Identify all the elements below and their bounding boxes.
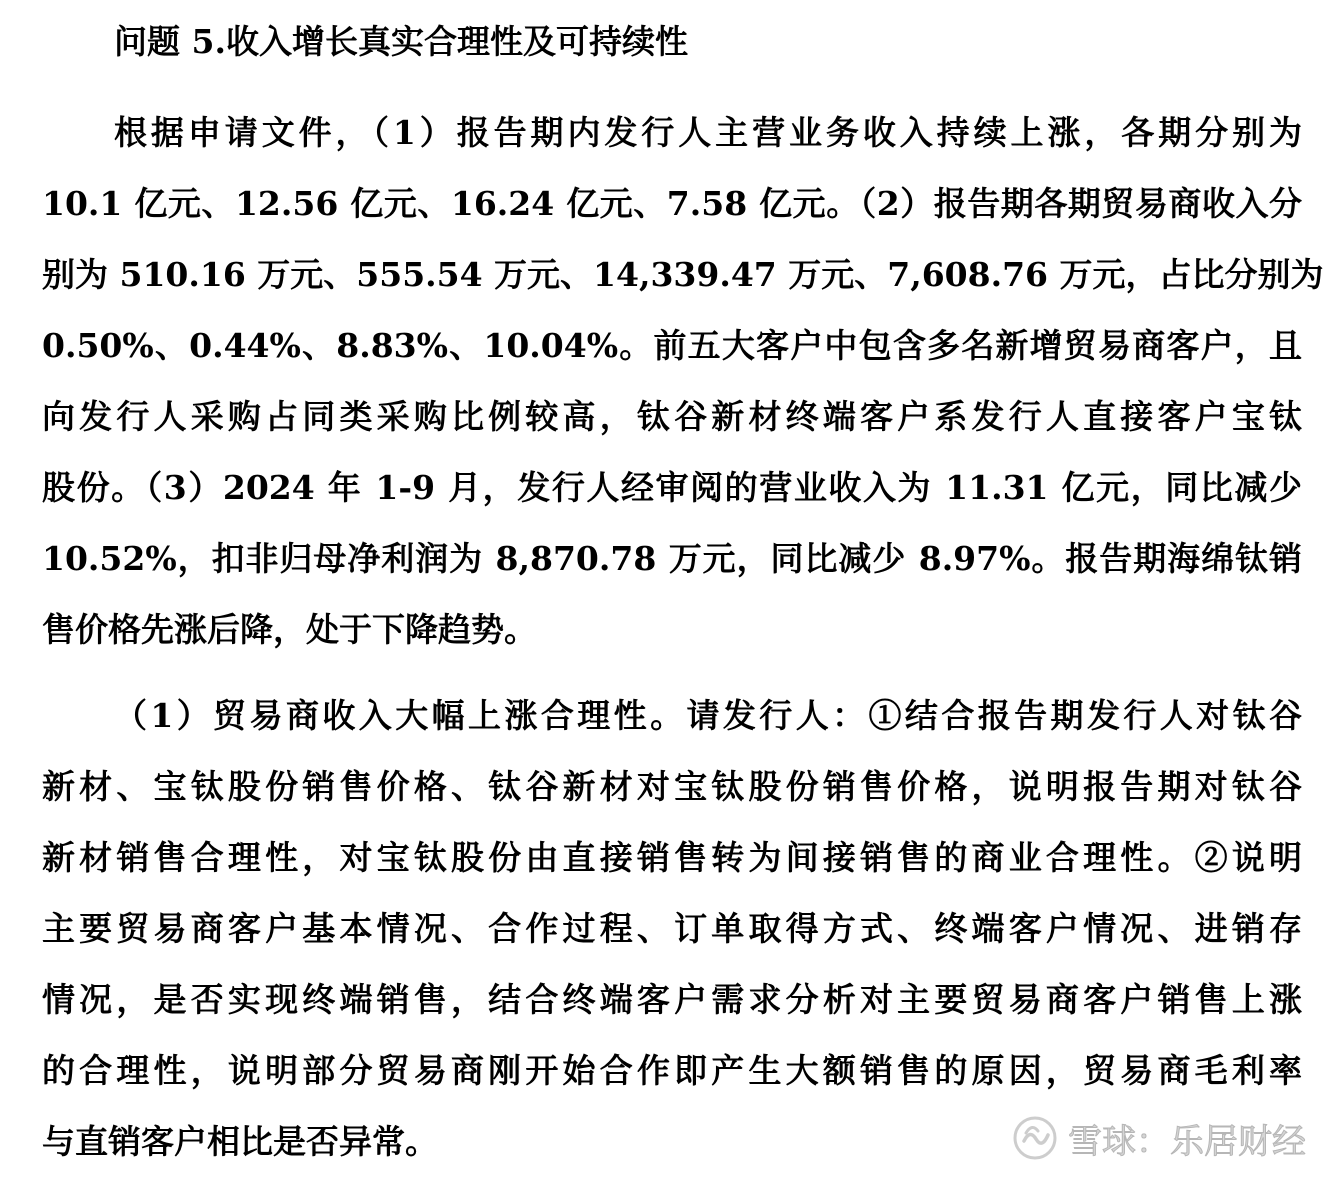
text-line: 向发行人采购占同类采购比例较高，钛谷新材终端客户系发行人直接客户宝钛 bbox=[42, 397, 1302, 436]
text-line: 主要贸易商客户基本情况、合作过程、订单取得方式、终端客户情况、进销存 bbox=[42, 909, 1302, 948]
paragraph-request bbox=[42, 680, 1302, 1177]
text-line: 别为 510.16 万元、555.54 万元、14,339.47 万元、7,608.76 万元，占比分别为 bbox=[42, 255, 1324, 294]
watermark-text: 雪球：乐居财经 bbox=[1068, 1121, 1306, 1162]
text-line: 10.1 亿元、12.56 亿元、16.24 亿元、7.58 亿元。（2）报告期各期贸易商收入分 bbox=[42, 184, 1302, 223]
text-line: （1）贸易商收入大幅上涨合理性。请发行人：①结合报告期发行人对钛谷 bbox=[114, 696, 1302, 735]
text-line: 新材销售合理性，对宝钛股份由直接销售转为间接销售的商业合理性。②说明 bbox=[42, 838, 1302, 877]
xueqiu-logo-icon bbox=[1012, 1115, 1058, 1161]
question-title: 问题 5.收入增长真实合理性及可持续性 bbox=[114, 22, 688, 61]
paragraph-background bbox=[42, 97, 1324, 665]
text-line: 情况，是否实现终端销售，结合终端客户需求分析对主要贸易商客户销售上涨 bbox=[42, 980, 1302, 1019]
text-line: 售价格先涨后降，处于下降趋势。 bbox=[42, 610, 537, 649]
text-line: 0.50%、0.44%、8.83%、10.04%。前五大客户中包含多名新增贸易商客户，且 bbox=[42, 326, 1302, 365]
text-line: 股份。（3）2024 年 1-9 月，发行人经审阅的营业收入为 11.31 亿元，同比减少 bbox=[42, 468, 1302, 507]
text-line: 根据申请文件，（1）报告期内发行人主营业务收入持续上涨，各期分别为 bbox=[114, 113, 1302, 152]
text-line: 新材、宝钛股份销售价格、钛谷新材对宝钛股份销售价格，说明报告期对钛谷 bbox=[42, 767, 1302, 806]
watermark bbox=[1012, 1112, 1306, 1164]
text-line: 10.52%，扣非归母净利润为 8,870.78 万元，同比减少 8.97%。报告期海绵钛销 bbox=[42, 539, 1302, 578]
text-line: 的合理性，说明部分贸易商刚开始合作即产生大额销售的原因，贸易商毛利率 bbox=[42, 1051, 1302, 1090]
text-line: 与直销客户相比是否异常。 bbox=[42, 1122, 438, 1161]
